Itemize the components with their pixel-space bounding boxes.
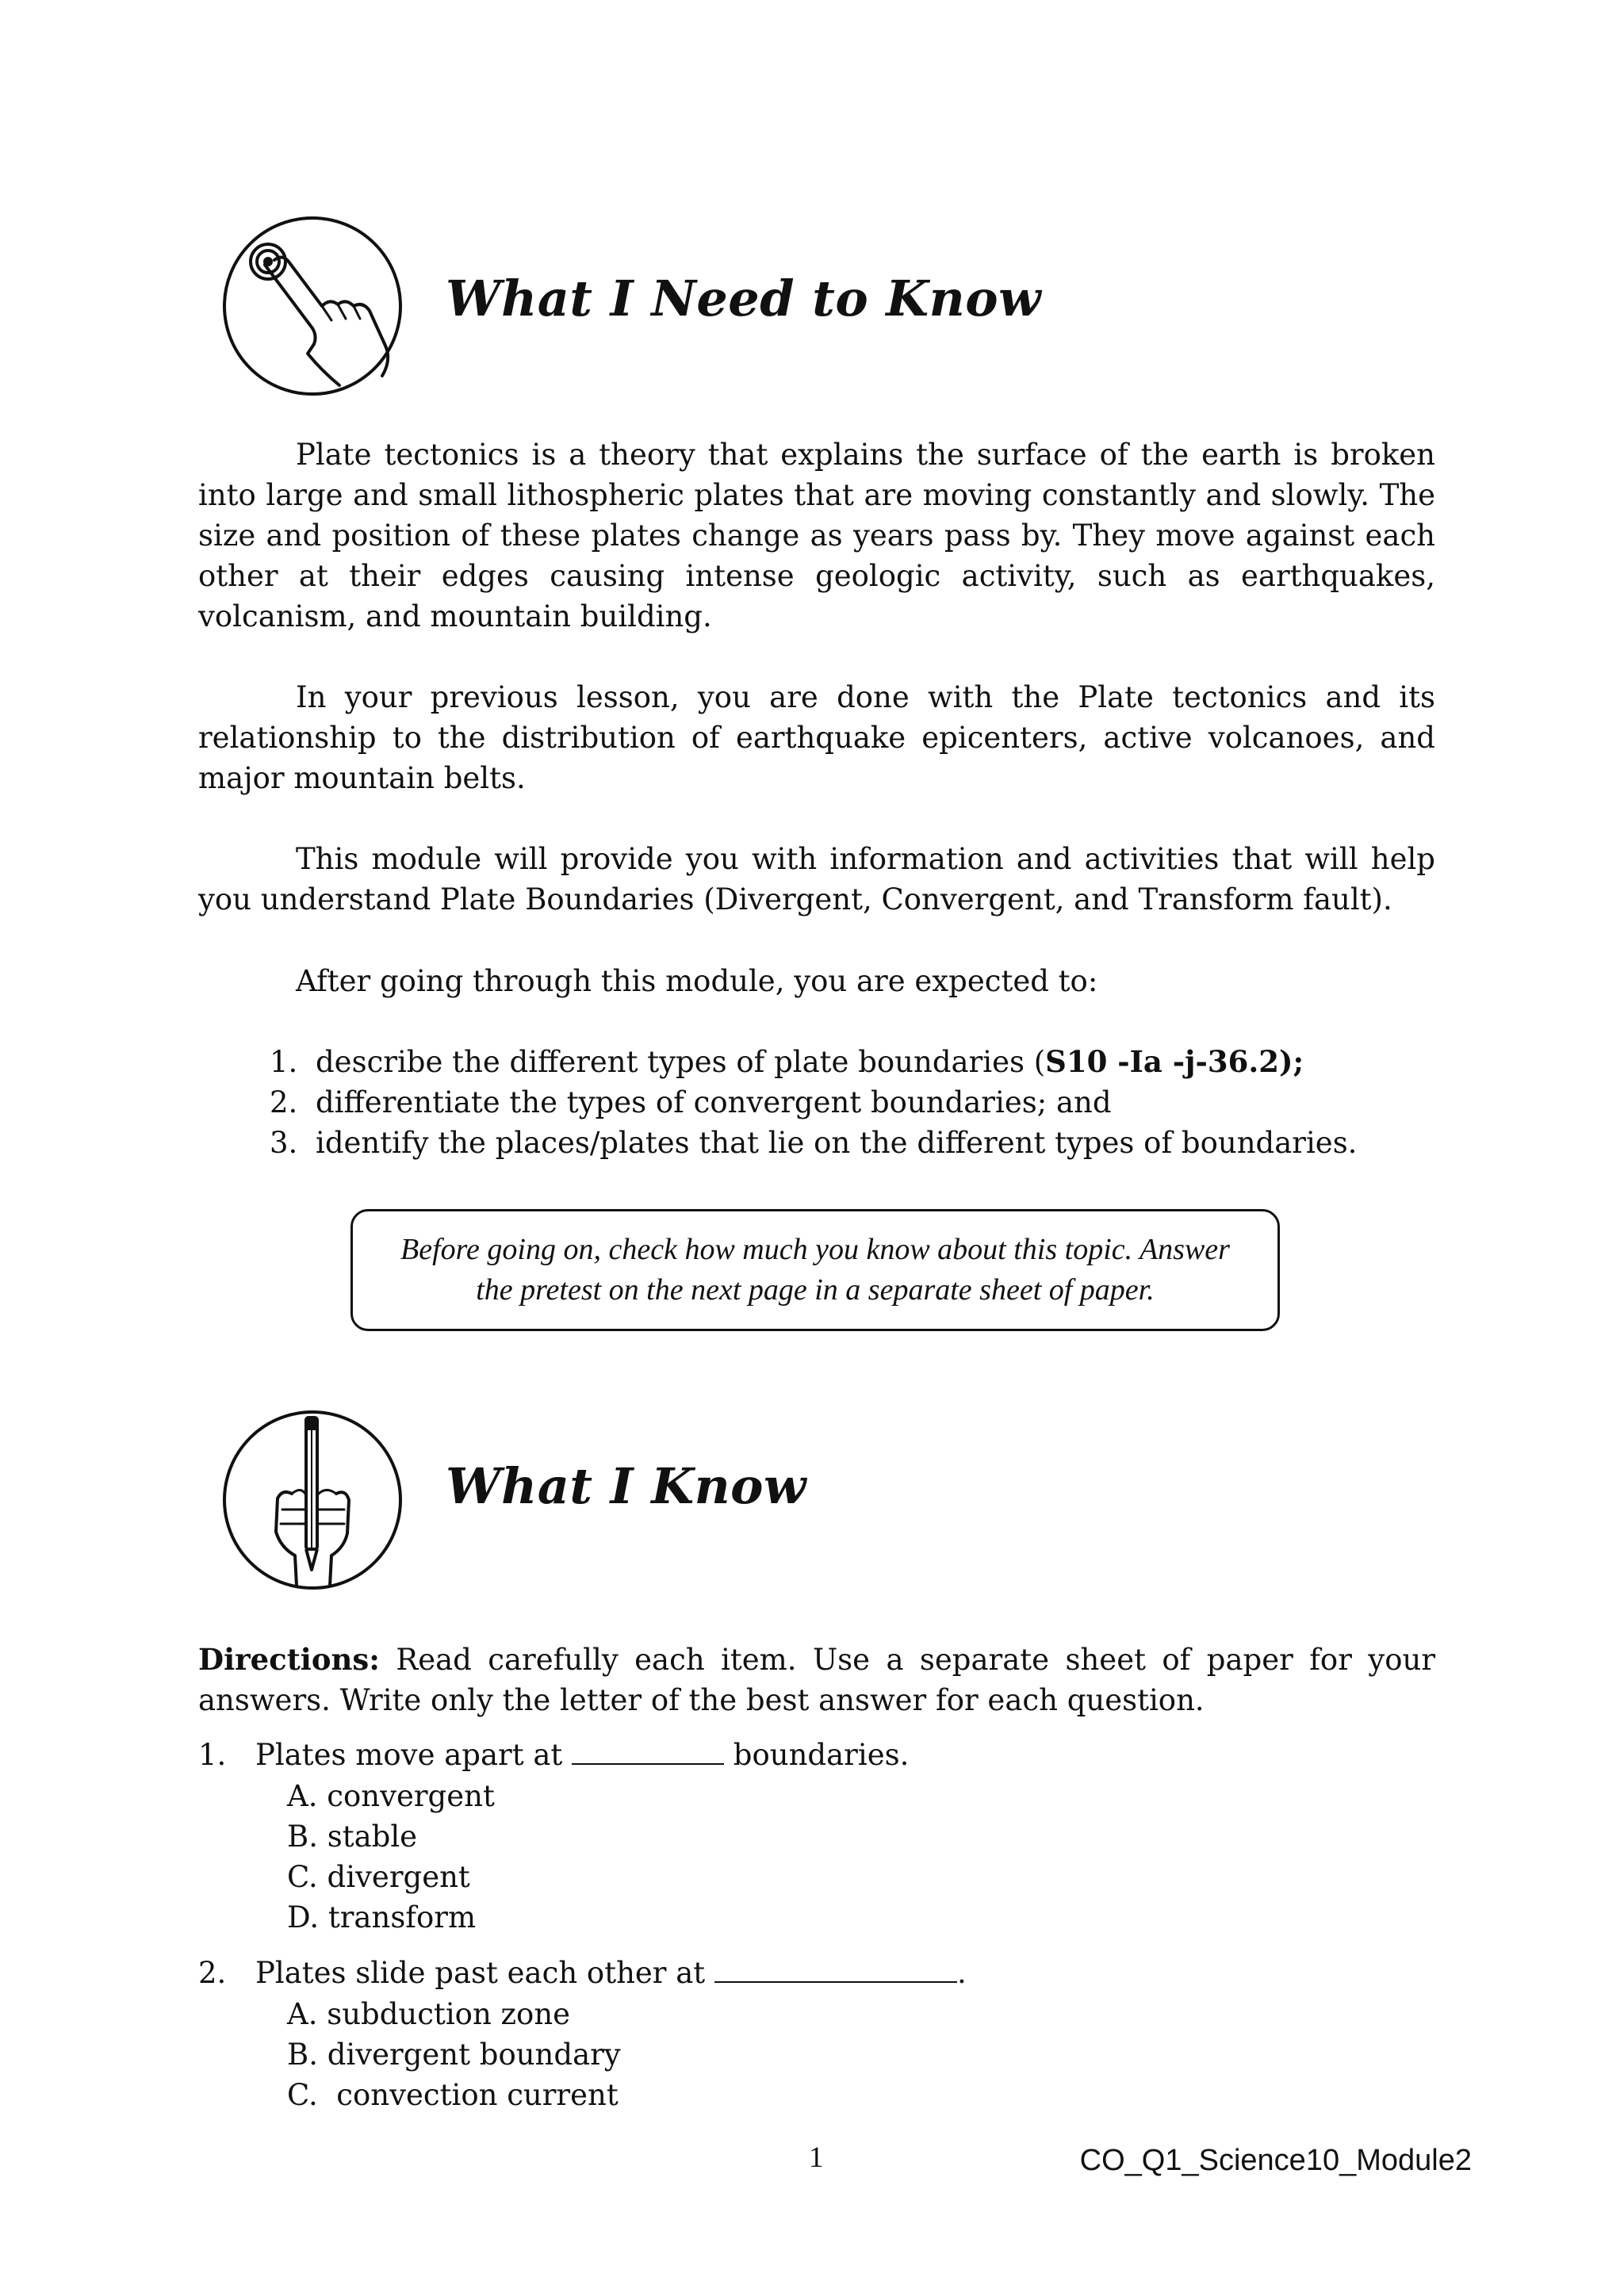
hand-holding-pencil-icon xyxy=(219,1406,406,1594)
module-purpose-paragraph: This module will provide you with information and activities that will help you understand Plate Boundaries (Divergent, Convergent, and Transform fault). xyxy=(198,842,1435,916)
objective-item: 1. describe the different types of plate boundaries (S10 -Ia -j-36.2); xyxy=(270,1044,1304,1079)
question-2-choices xyxy=(287,1994,621,2115)
choice-item: A. subduction zone xyxy=(287,1997,571,2031)
module-code: CO_Q1_Science10_Module2 xyxy=(1079,2144,1472,2177)
choice-item: A. convergent xyxy=(287,1779,495,1813)
objectives-list xyxy=(262,1042,1357,1163)
competency-code: S10 -Ia -j-36.2); xyxy=(1045,1044,1304,1079)
answer-blank xyxy=(572,1735,724,1765)
choice-item: C. convection current xyxy=(287,2078,619,2112)
pretest-note-text: Before going on, check how much you know about this topic. Answer the pretest on the next page in a separate sheet of paper. xyxy=(400,1233,1230,1307)
page-number: 1 xyxy=(809,2141,824,2174)
directions-label: Directions: xyxy=(198,1642,380,1677)
pretest-note-box xyxy=(350,1209,1280,1331)
question-1: 1. Plates move apart at boundaries. xyxy=(198,1735,909,1775)
directions-paragraph: Directions: Read carefully each item. Use a separate sheet of paper for your answers. Write only the letter of the best answer for each question. xyxy=(198,1642,1435,1717)
section-title-what-i-know: What I Know xyxy=(446,1457,806,1515)
answer-blank xyxy=(714,1953,957,1983)
question-1-choices xyxy=(287,1776,495,1938)
question-2: 2. Plates slide past each other at . xyxy=(198,1953,967,1993)
section-title-what-i-need-to-know: What I Need to Know xyxy=(446,270,1041,327)
previous-lesson-paragraph: In your previous lesson, you are done with the Plate tectonics and its relationship to the distribution of earthquake epicenters, active volcanoes, and major mountain belts. xyxy=(198,680,1435,795)
choice-item: B. divergent boundary xyxy=(287,2038,621,2072)
intro-paragraph: Plate tectonics is a theory that explains the surface of the earth is broken into large and small lithospheric plates that are moving constantly and slowly. The size and position of these plates change as years pass by. They move against each other at their edges causing intense geologic activity, such as earthquakes, volcanism, and mountain building. xyxy=(198,438,1435,633)
objective-item: 2. differentiate the types of convergent boundaries; and xyxy=(270,1085,1112,1119)
choice-item: C. divergent xyxy=(287,1860,470,1894)
choice-item: B. stable xyxy=(287,1820,418,1854)
expectations-intro: After going through this module, you are expected to: xyxy=(296,964,1098,998)
objective-item: 3. identify the places/plates that lie on the different types of boundaries. xyxy=(270,1126,1358,1160)
pointing-hand-touch-icon xyxy=(219,212,406,400)
choice-item: D. transform xyxy=(287,1900,477,1934)
